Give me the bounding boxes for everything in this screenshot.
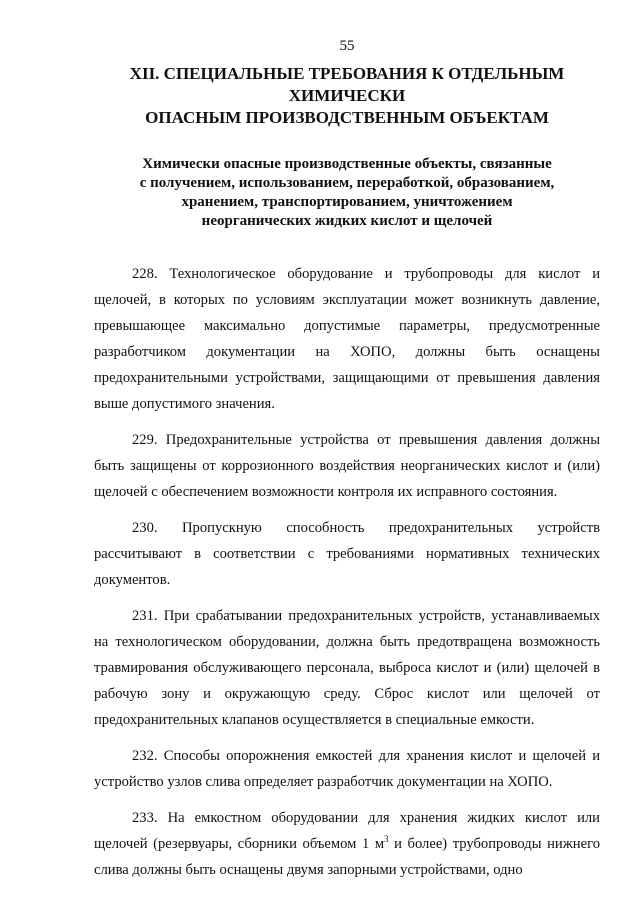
- subsection-title-line: Химически опасные производственные объекты, связанные: [142, 156, 552, 172]
- subsection-title-line: с получением, использованием, переработкой, образованием,: [139, 175, 555, 191]
- paragraph-228: 228. Технологическое оборудование и трубопроводы для кислот и щелочей, в которых по условиям эксплуатации может возникнуть давление, превышающее максимально допустимые параметры, предусмотренные разработчиком документации на ХОПО, должны быть оснащены предохранительными устройствами, защищающими от превышения давления выше допустимого значения.: [94, 266, 600, 412]
- section-title-line: ОПАСНЫМ ПРОИЗВОДСТВЕННЫМ ОБЪЕКТАМ: [145, 108, 549, 127]
- superscript-cubic: 3: [384, 834, 389, 845]
- subsection-title-line: неорганических жидких кислот и щелочей: [201, 213, 493, 229]
- paragraph-233-text-cont: и более) трубопроводы нижнего слива должны быть оснащены двумя запорными устройствами, одно: [94, 836, 600, 878]
- subsection-title-line: хранением, транспортированием, уничтожением: [181, 194, 513, 210]
- paragraph-233: [94, 805, 600, 883]
- page-number: 55: [339, 38, 355, 54]
- paragraph-231: 231. При срабатывании предохранительных устройств, устанавливаемых на технологическом оборудовании, должна быть предотвращена возможность травмирования обслуживающего персонала, выброса кислот и (или) щелочей в рабочую зону и окружающую среду. Сброс кислот или щелочей от предохранительных клапанов осуществляется в специальные емкости.: [94, 608, 600, 728]
- section-title: [94, 63, 600, 129]
- paragraph-232: 232. Способы опорожнения емкостей для хранения кислот и щелочей и устройство узлов слива определяет разработчик документации на ХОПО.: [94, 748, 600, 790]
- paragraph-229: 229. Предохранительные устройства от превышения давления должны быть защищены от коррозионного воздействия неорганических кислот и (или) щелочей с обеспечением возможности контроля их исправного состояния.: [94, 432, 600, 500]
- paragraph-230: 230. Пропускную способность предохранительных устройств рассчитывают в соответствии с требованиями нормативных технических документов.: [94, 520, 600, 588]
- subsection-title: [94, 155, 600, 231]
- body-text: [94, 261, 600, 883]
- section-title-line: XII. СПЕЦИАЛЬНЫЕ ТРЕБОВАНИЯ К ОТДЕЛЬНЫМ ХИМИЧЕСКИ: [129, 64, 565, 105]
- paragraph-233-text: 233. На емкостном оборудовании для хранения жидких кислот или щелочей (резервуары, сборники объемом 1 м: [94, 810, 600, 852]
